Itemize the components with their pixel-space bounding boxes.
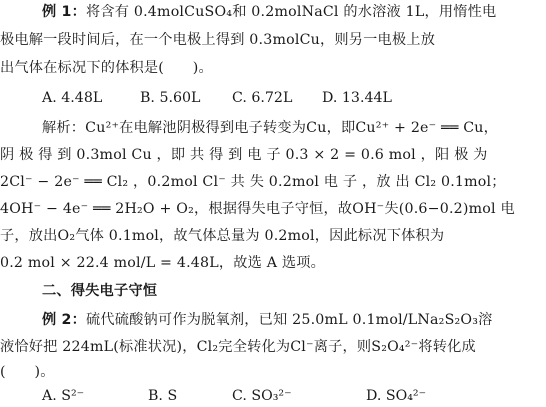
example-1-text-2: 极电解一段时间后，在一个电极上得到 0.3molCu，则另一电极上放 — [0, 32, 436, 48]
example-1-option-b: B. 5.60L — [140, 90, 201, 106]
example-1-option-a: A. 4.48L — [42, 90, 103, 106]
example-2-option-b: B. S — [148, 388, 178, 404]
example-2-text-3: ( )。 — [0, 364, 55, 380]
example-1-text-3: 出气体在标况下的体积是( )。 — [0, 60, 213, 76]
example-2-text-2: 液恰好把 224mL(标准状况)，Cl₂完全转化为Cl⁻离子，则S₂O₄²⁻将转化成 — [0, 339, 476, 355]
analysis-text-3: 2Cl⁻ − 2e⁻ ══ Cl₂ ，0.2mol Cl⁻ 共 失 0.2mol 电 子 ，放 出 Cl₂ 0.1mol； — [0, 174, 506, 190]
analysis-text-4: 4OH⁻ − 4e⁻ ══ 2H₂O + O₂，根据得失电子守恒，故OH⁻失(0.6−0.2)mol 电 — [0, 201, 515, 217]
example-2-line-1 — [42, 310, 492, 330]
section-2-heading: 二、得失电子守恒 — [42, 283, 158, 299]
example-1-text-1: 将含有 0.4molCuSO₄和 0.2molNaCl 的水溶液 1L，用惰性电 — [86, 4, 497, 20]
analysis-text-5: 子，放出O₂气体 0.1mol，故气体总量为 0.2mol，因此标况下体积为 — [0, 228, 445, 244]
example-2-option-c: C. SO₃²⁻ — [232, 388, 292, 404]
analysis-text-2: 阴 极 得 到 0.3mol Cu ，即 共 得 到 电 子 0.3 × 2 = 0.6 mol ，阳 极 为 — [0, 147, 488, 163]
example-1-option-d: D. 13.44L — [322, 90, 392, 106]
example-2-option-d: D. SO₄²⁻ — [366, 388, 427, 404]
analysis-line-1 — [42, 118, 498, 138]
analysis-text-6: 0.2 mol × 22.4 mol/L = 4.48L，故选 A 选项。 — [0, 255, 326, 271]
example-1-line-1 — [42, 2, 496, 22]
example-2-option-a: A. S²⁻ — [42, 388, 85, 404]
analysis-text-1: Cu²⁺在电解池阴极得到电子转变为Cu，即Cu²⁺ + 2e⁻ ══ Cu， — [85, 120, 499, 136]
analysis-label: 解析： — [42, 120, 86, 136]
example-1-label: 例 1： — [42, 4, 86, 20]
example-1-option-c: C. 6.72L — [232, 90, 293, 106]
example-2-label: 例 2： — [42, 312, 86, 328]
example-2-text-1: 硫代硫酸钠可作为脱氧剂，已知 25.0mL 0.1mol/LNa₂S₂O₃溶 — [86, 312, 493, 328]
